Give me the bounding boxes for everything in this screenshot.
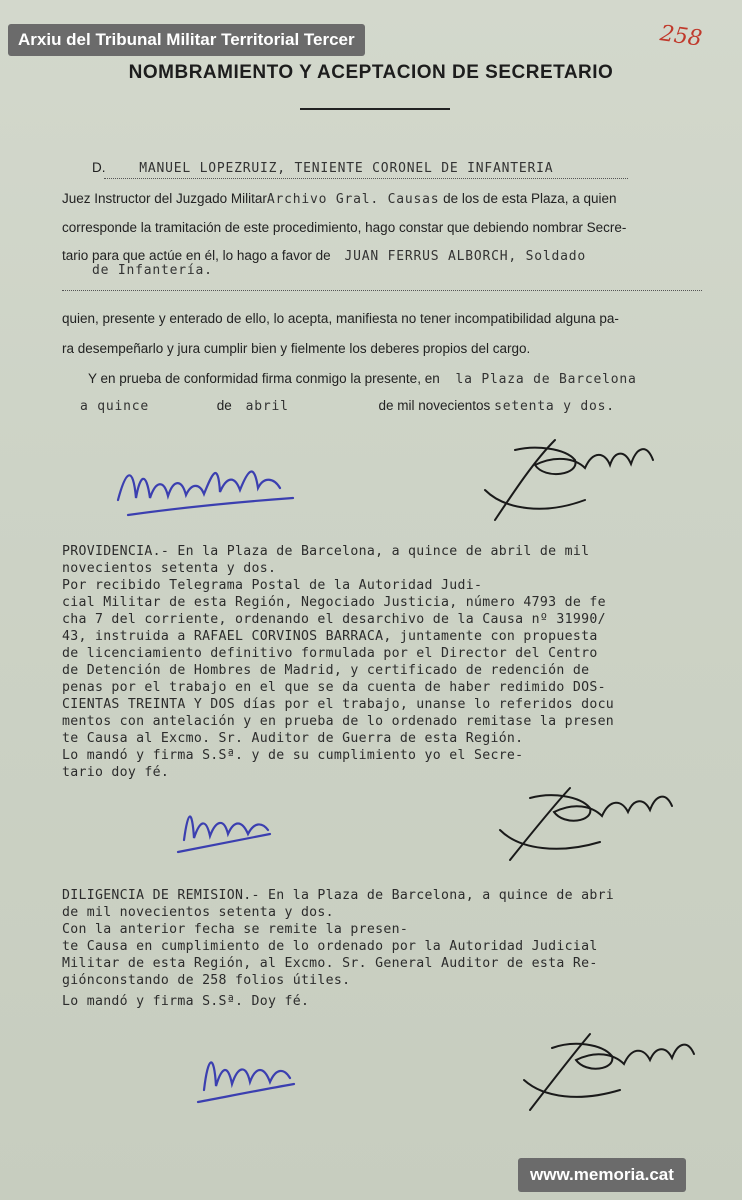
providencia-line: PROVIDENCIA.- En la Plaza de Barcelona, a quince de abril de mil bbox=[62, 544, 590, 559]
providencia-line: tario doy fé. bbox=[62, 765, 170, 780]
secretary-name: JUAN FERRUS ALBORCH, Soldado bbox=[344, 249, 587, 264]
judge-dotted-line bbox=[104, 178, 628, 179]
providencia-line: cha 7 del corriente, ordenando el desarchivo de la Causa nº 31990/ bbox=[62, 612, 606, 627]
providencia-line: Por recibido Telegrama Postal de la Autoridad Judi- bbox=[62, 578, 483, 593]
providencia-line: mentos con antelación y en prueba de lo ordenado remitase la presen bbox=[62, 714, 615, 729]
court-suffix: de los de esta Plaza, a quien bbox=[443, 191, 617, 206]
diligencia-line: Con la anterior fecha se remite la presen- bbox=[62, 922, 409, 937]
judge-name: MANUEL LOPEZRUIZ, TENIENTE CORONEL DE INFANTERIA bbox=[139, 161, 554, 176]
secretary-signature-2 bbox=[480, 770, 690, 870]
providencia-line: 43, instruida a RAFAEL CORVINOS BARRACA, juntamente con propuesta bbox=[62, 629, 598, 644]
diligencia-line: de mil novecientos setenta y dos. bbox=[62, 905, 334, 920]
conformity-prefix: Y en prueba de conformidad firma conmigo la presente, en bbox=[88, 371, 440, 386]
procedure-line: corresponde la tramitación de este procedimiento, hago constar que debiendo nombrar Secre- bbox=[62, 220, 627, 235]
day: a quince bbox=[80, 399, 150, 414]
court-line bbox=[62, 191, 702, 207]
judge-signature-2 bbox=[170, 790, 280, 860]
diligencia-line: Lo mandó y firma S.Sª. Doy fé. bbox=[62, 994, 310, 1009]
secretary-rank-line bbox=[92, 262, 732, 278]
providencia-line: penas por el trabajo en el que se da cuenta de haber redimido DOS- bbox=[62, 680, 606, 695]
judge-line bbox=[62, 160, 702, 176]
providencia-line: de Detención de Hombres de Madrid, y certificado de redención de bbox=[62, 663, 590, 678]
month: abril bbox=[245, 399, 289, 414]
date-line bbox=[62, 398, 702, 414]
folio-number: 258 bbox=[658, 21, 704, 52]
providencia-line: CIENTAS TREINTA Y DOS días por el trabajo, unanse lo referidos docu bbox=[62, 697, 615, 712]
title-underline bbox=[300, 108, 450, 110]
diligencia-line: DILIGENCIA DE REMISION.- En la Plaza de Barcelona, a quince de abri bbox=[62, 888, 615, 903]
watermark-badge: www.memoria.cat bbox=[518, 1158, 686, 1192]
d-prefix: D. bbox=[92, 160, 106, 175]
providencia-line: de licenciamiento definitivo formulada por el Director del Centro bbox=[62, 646, 598, 661]
providencia-line: novecientos setenta y dos. bbox=[62, 561, 277, 576]
providencia-line: cial Militar de esta Región, Negociado Justicia, número 4793 de fe bbox=[62, 595, 606, 610]
court-prefix: Juez Instructor del Juzgado Militar bbox=[62, 191, 267, 206]
judge-signature-1 bbox=[108, 440, 308, 530]
court-name: Archivo Gral. Causas bbox=[266, 192, 440, 207]
secretary-signature-1 bbox=[455, 420, 665, 530]
place: la Plaza de Barcelona bbox=[455, 372, 637, 387]
diligencia-line: Militar de esta Región, al Excmo. Sr. General Auditor de esta Re- bbox=[62, 956, 598, 971]
de-label: de bbox=[216, 398, 232, 413]
year-prefix: de mil novecientos bbox=[378, 398, 491, 413]
judge-signature-3 bbox=[190, 1030, 300, 1110]
oath-line: ra desempeñarlo y jura cumplir bien y fielmente los deberes propios del cargo. bbox=[62, 341, 531, 356]
diligencia-line: giónconstando de 258 folios útiles. bbox=[62, 973, 351, 988]
blank-dotted-line bbox=[62, 290, 702, 291]
document-title: NOMBRAMIENTO Y ACEPTACION DE SECRETARIO bbox=[128, 62, 614, 83]
secretary-signature-3 bbox=[510, 1018, 710, 1118]
acceptance-line: quien, presente y enterado de ello, lo acepta, manifiesta no tener incompatibilidad alguna pa- bbox=[62, 311, 619, 326]
providencia-line: Lo mandó y firma S.Sª. y de su cumplimiento yo el Secre- bbox=[62, 748, 524, 763]
archive-label: Arxiu del Tribunal Militar Territorial Tercer bbox=[8, 24, 365, 56]
secretary-rank: de Infantería. bbox=[92, 263, 213, 278]
year: setenta y dos. bbox=[494, 399, 615, 414]
providencia-line: te Causa al Excmo. Sr. Auditor de Guerra de esta Región. bbox=[62, 731, 524, 746]
secretary-prefix: tario para que actúe en él, lo hago a favor de bbox=[62, 248, 331, 263]
diligencia-line: te Causa en cumplimiento de lo ordenado por la Autoridad Judicial bbox=[62, 939, 598, 954]
conformity-line bbox=[88, 371, 728, 387]
